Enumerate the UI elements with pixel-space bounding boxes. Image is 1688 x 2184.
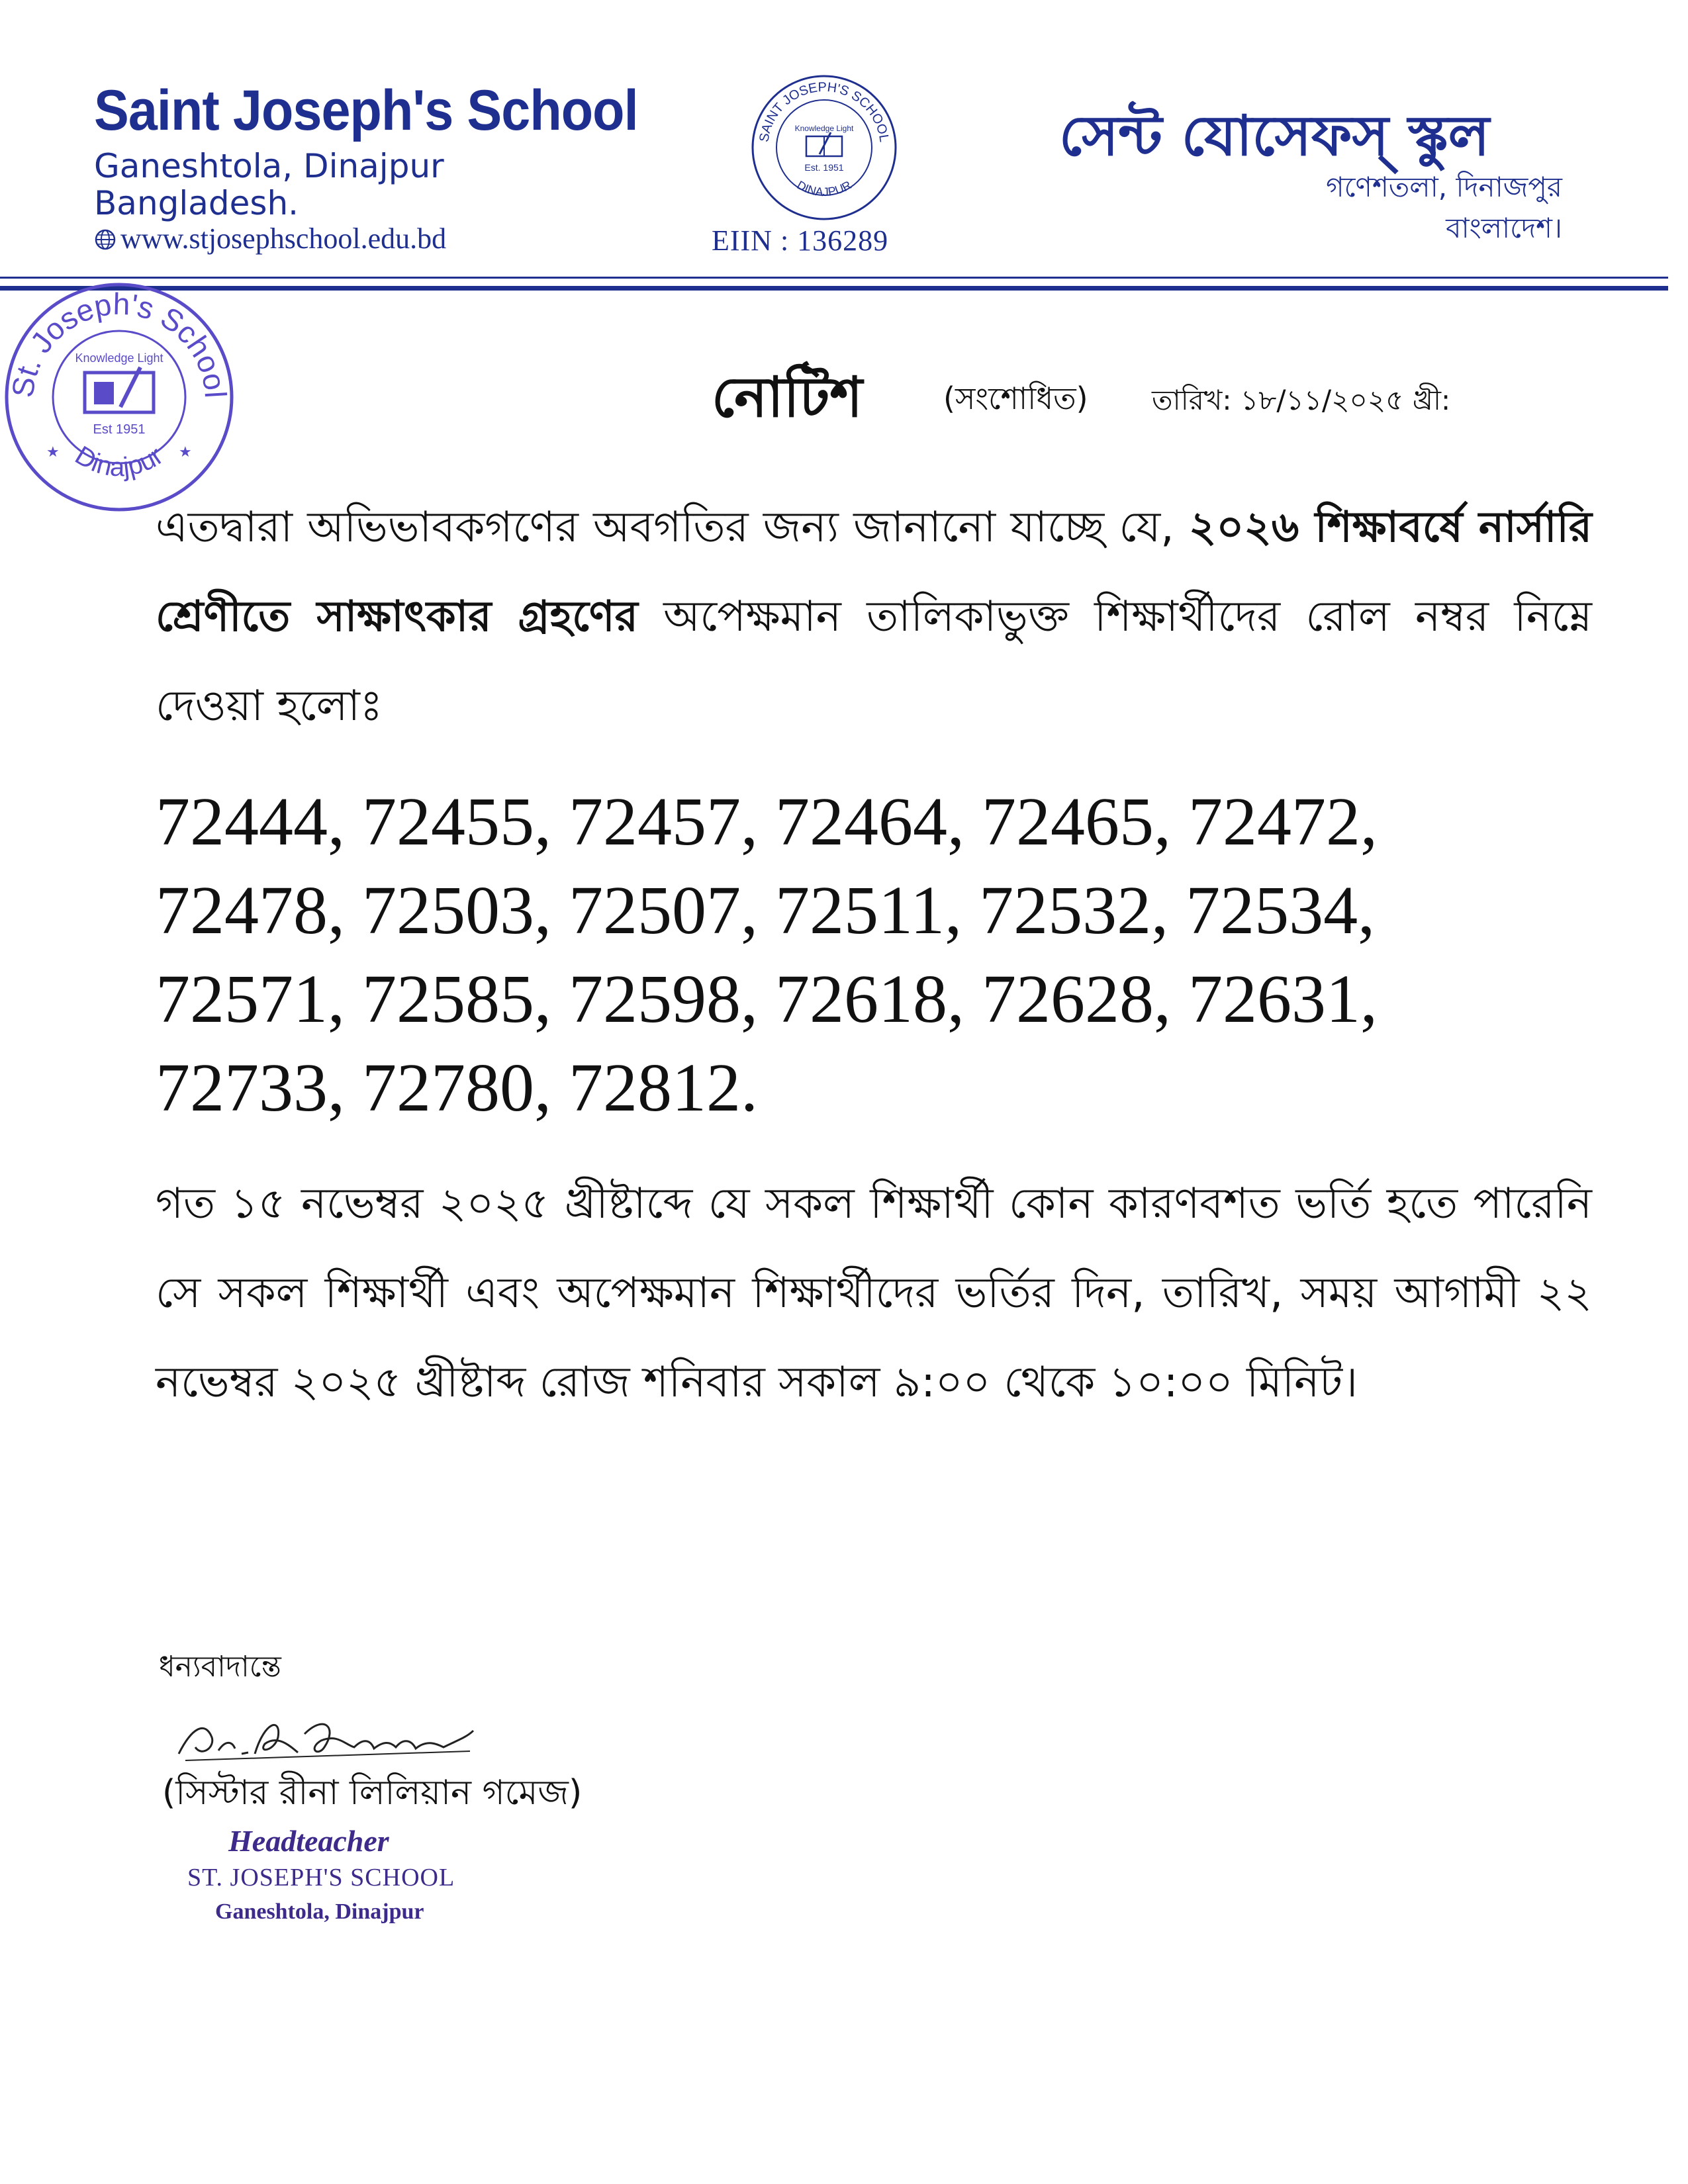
notice-date: তারিখ: ১৮/১১/২০২৫ খ্রী:	[1152, 384, 1451, 416]
svg-text:Est 1951: Est 1951	[93, 422, 146, 437]
roll-number: 72472,	[1188, 784, 1378, 860]
roll-number: 72585,	[362, 961, 551, 1037]
svg-text:Dinajpur: Dinajpur	[70, 440, 169, 482]
closing-thanks: ধন্যবাদান্তে	[159, 1650, 281, 1684]
roll-number-list	[156, 778, 1579, 1132]
website-line	[94, 222, 446, 255]
roll-number: 72618,	[775, 961, 964, 1037]
roll-number: 72464,	[775, 784, 964, 860]
svg-text:SAINT JOSEPH'S SCHOOL: SAINT JOSEPH'S SCHOOL	[757, 79, 892, 144]
globe-icon	[94, 228, 117, 251]
roll-number: 72444,	[156, 784, 345, 860]
roll-number: 72631,	[1188, 961, 1378, 1037]
school-name-english: Saint Joseph's School	[94, 79, 638, 142]
roll-number: 72457,	[569, 784, 758, 860]
header-divider-thick	[0, 286, 1668, 291]
svg-text:★: ★	[179, 444, 192, 461]
svg-text:DINAJPUR: DINAJPUR	[794, 178, 854, 199]
roll-number-line	[156, 955, 1579, 1044]
svg-text:Knowledge Light: Knowledge Light	[75, 351, 164, 365]
address-bengali-line-2: বাংলাদেশ।	[1446, 212, 1562, 244]
notice-title: নোটিশ	[712, 365, 863, 430]
revised-label: (সংশোধিত)	[943, 381, 1088, 416]
roll-number: 72465,	[982, 784, 1171, 860]
eiin-number: EIIN : 136289	[712, 224, 889, 257]
roll-number: 72455,	[362, 784, 551, 860]
address-bengali-line-1: গণেশতলা, দিনাজপুর	[1326, 171, 1562, 203]
school-seal-logo	[748, 71, 900, 224]
roll-number: 72511,	[775, 872, 962, 948]
website-link[interactable]: www.stjosephschool.edu.bd	[120, 222, 447, 255]
roll-number: 72733,	[156, 1050, 345, 1126]
svg-text:Est. 1951: Est. 1951	[804, 162, 844, 173]
signer-school: ST. JOSEPH'S SCHOOL	[187, 1864, 455, 1891]
signer-role: Headteacher	[228, 1824, 389, 1858]
svg-text:St. Joseph's School: St. Joseph's School	[5, 286, 233, 400]
signer-name: (সিস্টার রীনা লিলিয়ান গমেজ)	[162, 1773, 583, 1813]
school-name-bengali: সেন্ট যোসেফস্ স্কুল	[1059, 103, 1490, 168]
roll-number: 72571,	[156, 961, 345, 1037]
intro-text-bold: ২০২৬ শিক্ষাবর্ষে নার্সারি শ্রেণীতে সাক্ষাৎকার গ্রহণের	[156, 503, 1592, 641]
roll-number: 72598,	[569, 961, 758, 1037]
intro-text-start: এতদ্বারা অভিভাবকগণের অবগতির জন্য জানানো যাচ্ছে যে,	[156, 503, 1189, 552]
admission-paragraph: গত ১৫ নভেম্বর ২০২৫ খ্রীষ্টাব্দে যে সকল শিক্ষার্থী কোন কারণবশত ভর্তি হতে পারেনি সে সকল শিক্ষার্থী এবং অপেক্ষমান শিক্ষার্থীদের ভর্তির দিন, তারিখ, সময় আগামী ২২ নভেম্বর ২০২৫ খ্রীষ্টাব্দ রোজ শনিবার সকাল ৯:০০ থেকে ১০:০০ মিনিট।	[156, 1179, 1592, 1407]
roll-number-line	[156, 778, 1579, 866]
roll-number-line	[156, 866, 1579, 955]
roll-number: 72812.	[569, 1050, 758, 1126]
roll-number: 72534,	[1186, 872, 1376, 948]
signer-place: Ganeshtola, Dinajpur	[215, 1899, 424, 1924]
svg-text:Knowledge Light: Knowledge Light	[794, 124, 854, 133]
address-line-2: Bangladesh.	[94, 184, 299, 222]
roll-number-line	[156, 1044, 1579, 1132]
address-line-1: Ganeshtola, Dinajpur	[94, 147, 444, 185]
intro-paragraph	[156, 483, 1592, 751]
roll-number: 72780,	[362, 1050, 551, 1126]
roll-number: 72507,	[569, 872, 758, 948]
handwritten-signature	[165, 1707, 483, 1767]
header-divider-thin	[0, 277, 1668, 279]
svg-text:★: ★	[46, 444, 60, 461]
intro-text-end: অপেক্ষমান তালিকাভুক্ত শিক্ষার্থীদের রোল নম্বর নিম্নে দেওয়া হলোঃ	[156, 592, 1593, 731]
roll-number: 72503,	[362, 872, 551, 948]
roll-number: 72532,	[979, 872, 1169, 948]
roll-number: 72478,	[156, 872, 345, 948]
school-round-stamp	[0, 275, 238, 513]
roll-number: 72628,	[982, 961, 1171, 1037]
